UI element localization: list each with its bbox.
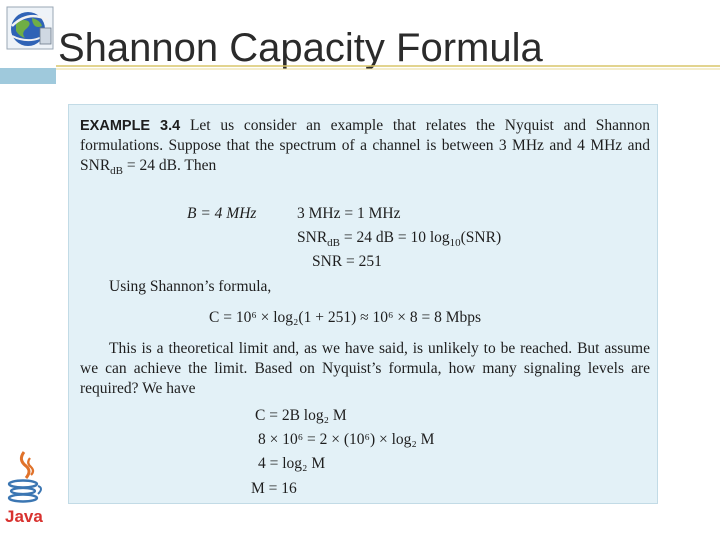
java-logo-text: Java	[5, 507, 43, 526]
snrdb-mid: = 24 dB = 10 log	[340, 229, 450, 246]
snrdb-logsub: 10	[449, 237, 461, 250]
globe-logo-icon	[6, 6, 54, 50]
title-underline	[0, 63, 720, 85]
snrdb-sub: dB	[327, 237, 340, 250]
shannon-intro: Using Shannon’s formula,	[109, 278, 272, 295]
capacity-formula: C = 10⁶ × log₂(1 + 251) ≈ 10⁶ × 8 = 8 Mbps	[209, 309, 482, 326]
nyquist-step-2: 8 × 10⁶ = 2 × (10⁶) × log₂ M	[258, 431, 435, 448]
nyquist-step-4: M = 16	[251, 480, 297, 497]
bandwidth-lhs: B = 4 MHz	[187, 205, 257, 222]
snr-db-equation	[297, 228, 501, 253]
discussion: This is a theoretical limit and, as we have said, is unlikely to be reached. But assume we can achieve the limit. Based on Nyquist’s formula, how many signaling levels are required? We have	[80, 340, 650, 397]
example-panel	[68, 104, 658, 504]
intro-end: = 24 dB. Then	[123, 157, 217, 174]
snr-value: SNR = 251	[312, 253, 382, 270]
intro-sub: dB	[110, 165, 123, 178]
nyquist-step-1: C = 2B log₂ M	[255, 407, 347, 424]
slide-title: Shannon Capacity Formula	[58, 26, 543, 70]
nyquist-step-3: 4 = log₂ M	[258, 455, 326, 472]
snrdb-lhs: SNR	[297, 229, 328, 246]
java-logo-icon	[2, 448, 48, 528]
example-label: EXAMPLE 3.4	[80, 118, 181, 134]
intro-text: Let us consider an example that relates the Nyquist and Shannon formulations. Suppose that the spectrum of a channel is between 3 MHz and 4 MHz and SNR	[80, 117, 650, 174]
snrdb-end: (SNR)	[460, 229, 502, 246]
example-intro	[80, 116, 650, 181]
bandwidth-rhs: 3 MHz = 1 MHz	[297, 205, 401, 222]
